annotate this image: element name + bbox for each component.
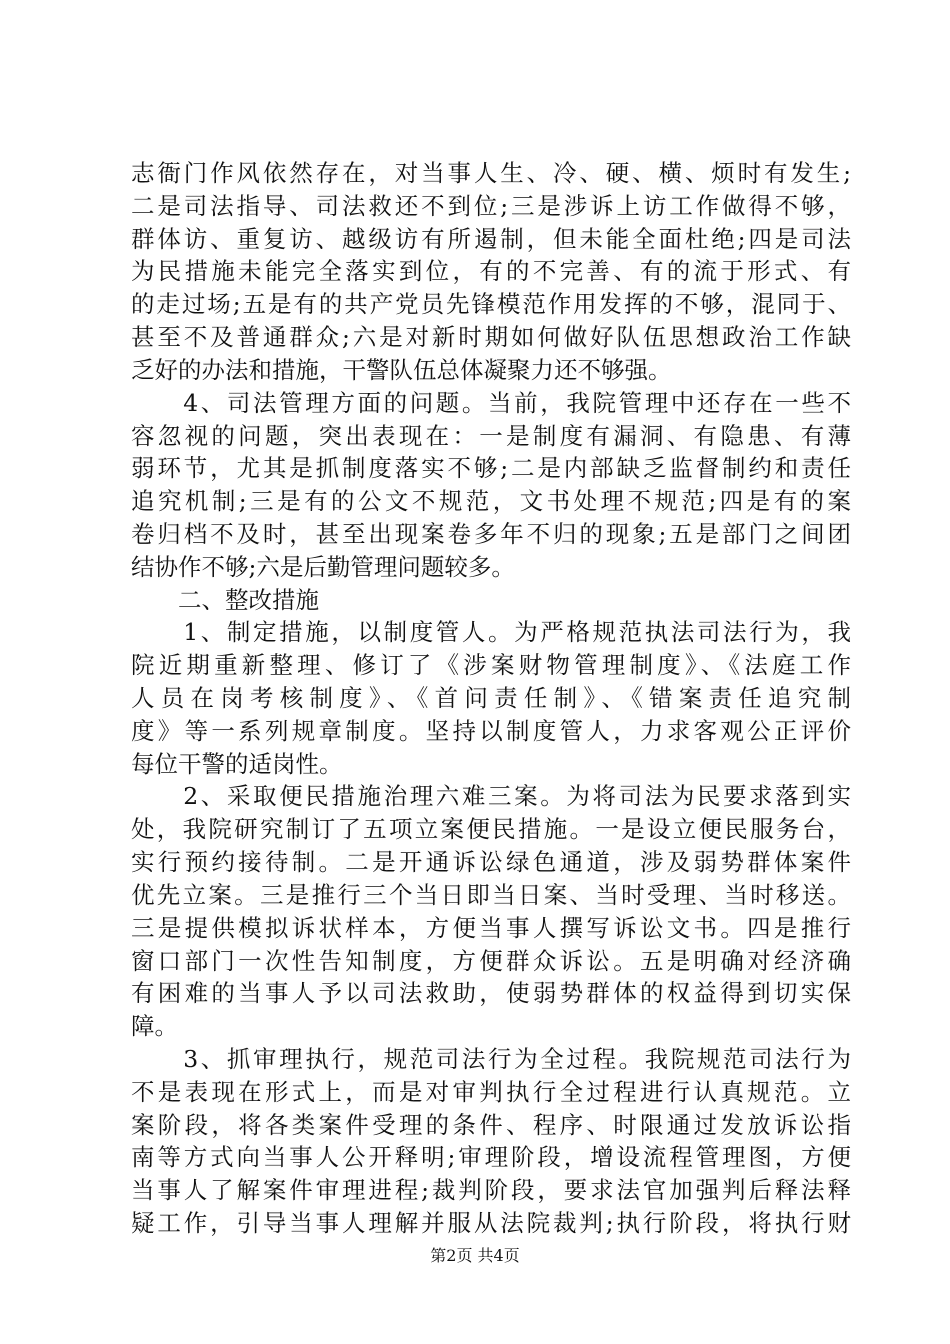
text-line: 1、制定措施，以制度管人。为严格规范执法司法行为，我 — [131, 618, 851, 647]
text-line: 处，我院研究制订了五项立案便民措施。一是设立便民服务台， — [131, 815, 851, 844]
text-line: 为民措施未能完全落实到位，有的不完善、有的流于形式、有 — [131, 257, 851, 286]
text-line: 容忽视的问题，突出表现在：一是制度有漏洞、有隐患、有薄 — [131, 421, 851, 450]
text-line: 的走过场;五是有的共产党员先锋模范作用发挥的不够，混同于、 — [131, 290, 851, 319]
text-line: 二是司法指导、司法救还不到位;三是涉诉上访工作做得不够， — [131, 191, 851, 220]
text-line: 3、抓审理执行，规范司法行为全过程。我院规范司法行为 — [131, 1044, 851, 1073]
text-line: 不是表现在形式上，而是对审判执行全过程进行认真规范。立 — [131, 1077, 851, 1106]
text-line: 优先立案。三是推行三个当日即当日案、当时受理、当时移送。 — [131, 880, 851, 909]
text-line: 当事人了解案件审理进程;裁判阶段，要求法官加强判后释法释 — [131, 1176, 851, 1205]
text-line: 三是提供模拟诉状样本，方便当事人撰写诉讼文书。四是推行 — [131, 913, 851, 942]
text-line: 每位干警的适岗性。 — [131, 749, 343, 778]
text-line: 弱环节，尤其是抓制度落实不够;二是内部缺乏监督制约和责任 — [131, 454, 851, 483]
text-line: 度》等一系列规章制度。坚持以制度管人，力求客观公正评价 — [131, 716, 851, 745]
text-line: 有困难的当事人予以司法救助，使弱势群体的权益得到切实保 — [131, 979, 851, 1008]
text-line: 卷归档不及时，甚至出现案卷多年不归的现象;五是部门之间团 — [131, 519, 851, 548]
text-line: 4、司法管理方面的问题。当前，我院管理中还存在一些不 — [131, 388, 851, 417]
text-line: 群体访、重复访、越级访有所遏制，但未能全面杜绝;四是司法 — [131, 224, 851, 253]
text-line: 窗口部门一次性告知制度，方便群众诉讼。五是明确对经济确 — [131, 946, 851, 975]
page-number-footer: 第2页 共4页 — [430, 1246, 520, 1265]
text-line: 南等方式向当事人公开释明;审理阶段，增设流程管理图，方便 — [131, 1143, 851, 1172]
text-line: 院近期重新整理、修订了《涉案财物管理制度》、《法庭工作 — [131, 651, 851, 680]
text-line: 障。 — [131, 1012, 178, 1041]
text-line: 人员在岗考核制度》、《首问责任制》、《错案责任追究制 — [131, 684, 851, 712]
text-line: 乏好的办法和措施，干警队伍总体凝聚力还不够强。 — [131, 355, 672, 384]
text-line: 结协作不够;六是后勤管理问题较多。 — [131, 552, 515, 581]
text-line: 甚至不及普通群众;六是对新时期如何做好队伍思想政治工作缺 — [131, 323, 851, 352]
text-line: 志衙门作风依然存在，对当事人生、冷、硬、横、烦时有发生; — [131, 159, 851, 187]
text-line: 实行预约接待制。二是开通诉讼绿色通道，涉及弱势群体案件 — [131, 848, 851, 877]
text-line: 2、采取便民措施治理六难三案。为将司法为民要求落到实 — [131, 782, 851, 811]
text-line: 疑工作，引导当事人理解并服从法院裁判;执行阶段，将执行财 — [131, 1209, 851, 1237]
section-heading: 二、整改措施 — [131, 585, 319, 614]
text-line: 案阶段，将各类案件受理的条件、程序、时限通过发放诉讼指 — [131, 1110, 851, 1139]
text-line: 追究机制;三是有的公文不规范，文书处理不规范;四是有的案 — [131, 487, 851, 516]
